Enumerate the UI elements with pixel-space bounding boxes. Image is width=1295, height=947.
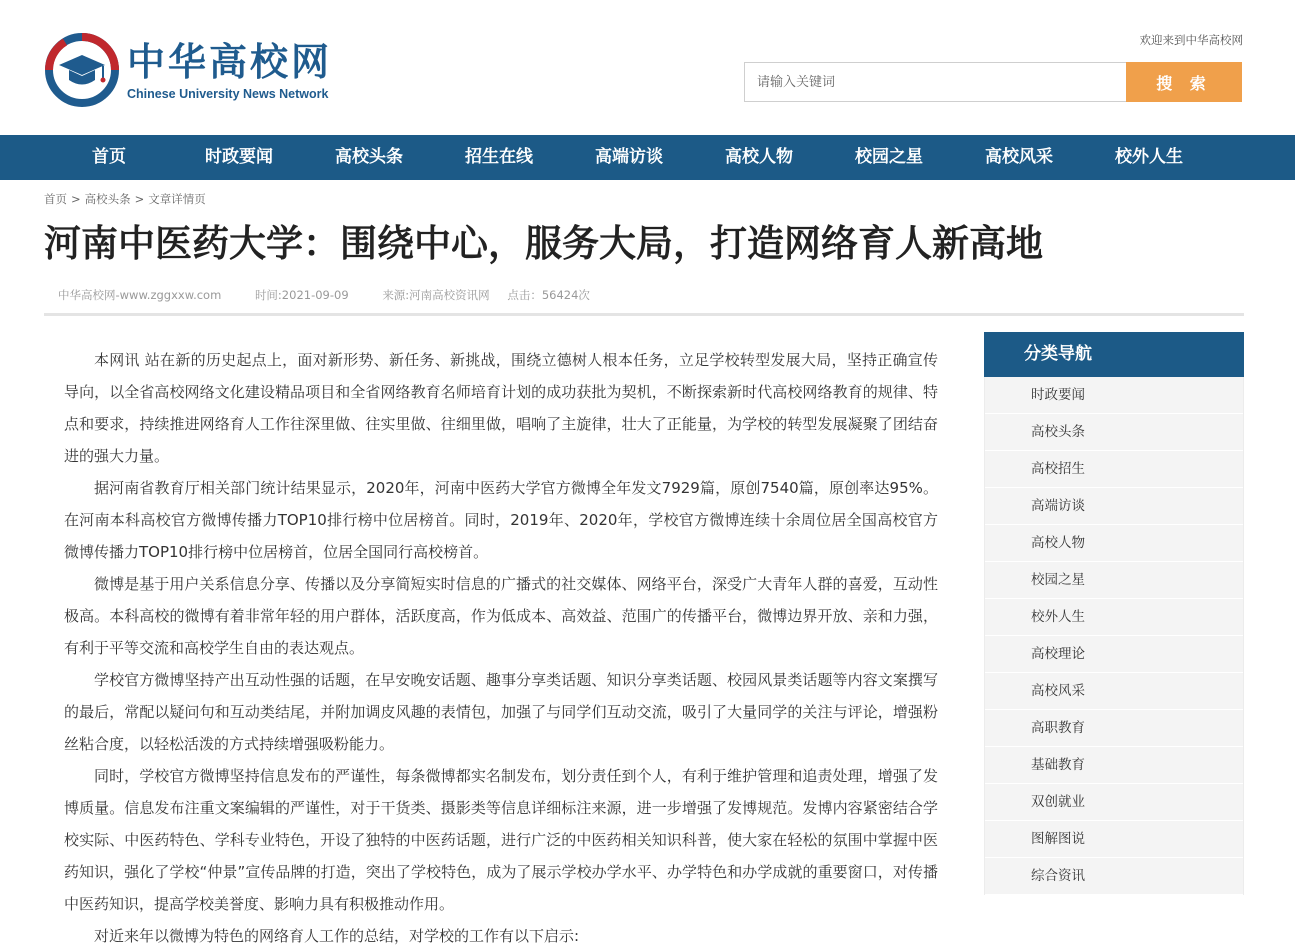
meta-source: 来源:河南高校资讯网 — [382, 288, 490, 302]
search-button[interactable]: 搜 索 — [1126, 62, 1242, 102]
breadcrumb-category[interactable]: 高校头条 — [84, 192, 131, 206]
nav-item-campus-stars[interactable]: 校园之星 — [855, 147, 923, 167]
logo-english-name: Chinese University News Network — [127, 87, 329, 101]
meta-site: 中华高校网-www.zggxxw.com — [58, 288, 222, 302]
logo-chinese-name: 中华高校网 — [127, 39, 333, 84]
breadcrumb-separator: > — [134, 192, 145, 206]
site-header — [0, 0, 1295, 135]
nav-item-off-campus[interactable]: 校外人生 — [1115, 147, 1183, 167]
sidebar-item[interactable]: 基础教育 — [985, 747, 1243, 784]
sidebar-item[interactable]: 双创就业 — [985, 784, 1243, 821]
sidebar-item[interactable]: 高校头条 — [985, 414, 1243, 451]
sidebar-item[interactable]: 高端访谈 — [985, 488, 1243, 525]
sidebar-item[interactable]: 校外人生 — [985, 599, 1243, 636]
article-paragraph: 学校官方微博坚持产出互动性强的话题，在早安晚安话题、趣事分享类话题、知识分享类话题、校园风景类话题等内容文案撰写的最后，常配以疑问句和互动类结尾，并附加调皮风趣的表情包，加强了与同学们互动交流，吸引了大量同学的关注与评论，增强粉丝粘合度，以轻松活泼的方式持续增强吸粉能力。 — [64, 671, 938, 753]
meta-time: 时间:2021-09-09 — [254, 288, 349, 302]
article-meta — [58, 287, 620, 303]
sidebar-item[interactable]: 高校人物 — [985, 525, 1243, 562]
site-logo[interactable] — [45, 32, 355, 108]
breadcrumb — [44, 191, 206, 207]
main-nav — [0, 135, 1295, 180]
breadcrumb-home[interactable]: 首页 — [44, 192, 67, 206]
article-paragraph: 微博是基于用户关系信息分享、传播以及分享简短实时信息的广播式的社交媒体、网络平台，深受广大青年人群的喜爱，互动性极高。本科高校的微博有着非常年轻的用户群体，活跃度高，作为低成本、高效益、范围广的传播平台，微博边界开放、亲和力强，有利于平等交流和高校学生自由的表达观点。 — [64, 575, 938, 657]
search-input[interactable] — [744, 62, 1126, 102]
breadcrumb-separator: > — [71, 192, 81, 206]
nav-item-people[interactable]: 高校人物 — [725, 147, 793, 167]
article-title: 河南中医药大学：围绕中心，服务大局，打造网络育人新高地 — [44, 222, 1043, 265]
nav-item-headlines[interactable]: 高校头条 — [335, 147, 403, 167]
article-paragraph: 据河南省教育厅相关部门统计结果显示，2020年，河南中医药大学官方微博全年发文7929篇，原创7540篇，原创率达95%。在河南本科高校官方微博传播力TOP10排行榜中位居榜首。同时，2019年、2020年，学校官方微博连续十余周位居全国高校官方微博传播力TOP10排行榜中位居榜首，位居全国同行高校榜首。 — [64, 479, 938, 561]
sidebar-item[interactable]: 时政要闻 — [985, 377, 1243, 414]
sidebar-item[interactable]: 高校风采 — [985, 673, 1243, 710]
breadcrumb-current: 文章详情页 — [148, 192, 206, 206]
sidebar-item[interactable]: 综合资讯 — [985, 858, 1243, 895]
sidebar-list — [984, 377, 1244, 895]
nav-item-campus-style[interactable]: 高校风采 — [985, 147, 1053, 167]
search-bar — [744, 62, 1242, 102]
article-paragraph: 对近来年以微博为特色的网络育人工作的总结，对学校的工作有以下启示: — [94, 927, 580, 945]
article-paragraph: 同时，学校官方微博坚持信息发布的严谨性，每条微博都实名制发布，划分责任到个人，有利于维护管理和追责处理，增强了发博质量。信息发布注重文案编辑的严谨性，对于干货类、摄影类等信息详细标注来源，进一步增强了发博规范。发博内容紧密结合学校实际、中医药特色、学科专业特色，开设了独特的中医药话题，进行广泛的中医药相关知识科普，使大家在轻松的氛围中掌握中医药知识，强化了学校“仲景”宣传品牌的打造，突出了学校特色，成为了展示学校办学水平、办学特色和办学成就的重要窗口，对传播中医药知识，提高学校美誉度、影响力具有积极推动作用。 — [64, 767, 938, 913]
graduation-cap-logo-icon — [45, 33, 119, 107]
article-body — [64, 344, 938, 947]
category-sidebar — [984, 332, 1244, 895]
sidebar-item[interactable]: 图解图说 — [985, 821, 1243, 858]
title-divider — [44, 313, 1244, 316]
sidebar-item[interactable]: 校园之星 — [985, 562, 1243, 599]
nav-item-interviews[interactable]: 高端访谈 — [595, 147, 663, 167]
nav-item-admissions[interactable]: 招生在线 — [465, 147, 533, 167]
sidebar-item[interactable]: 高职教育 — [985, 710, 1243, 747]
article-paragraph: 本网讯 站在新的历史起点上，面对新形势、新任务、新挑战，围绕立德树人根本任务，立足学校转型发展大局，坚持正确宣传导向，以全省高校网络文化建设精品项目和全省网络教育名师培育计划的成功获批为契机，不断探索新时代高校网络教育的规律、特点和要求，持续推进网络育人工作往深里做、往实里做、往细里做，唱响了主旋律，壮大了正能量，为学校的转型发展凝聚了团结奋进的强大力量。 — [64, 351, 938, 465]
nav-item-home[interactable]: 首页 — [92, 147, 126, 167]
sidebar-item[interactable]: 高校招生 — [985, 451, 1243, 488]
sidebar-item[interactable]: 高校理论 — [985, 636, 1243, 673]
sidebar-title: 分类导航 — [984, 332, 1244, 377]
nav-item-news[interactable]: 时政要闻 — [205, 147, 273, 167]
meta-clicks: 点击：56424次 — [507, 288, 590, 302]
welcome-text: 欢迎来到中华高校网 — [1139, 33, 1243, 47]
